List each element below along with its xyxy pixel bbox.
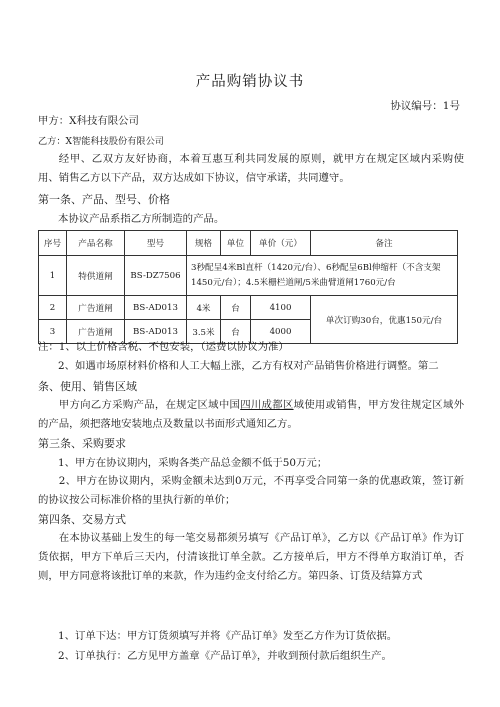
note-2-line1: 2、如遇市场原材料价格和人工大幅上涨，乙方有权对产品销售价格进行调整。第二 [58, 360, 439, 372]
section3-item-2: 2、甲方在协议期内，采购金额未达到0万元，不再享受合同第一条的优惠政策，签订新的协议按公司标准价格的里执行新的单价； [38, 475, 464, 506]
cell-model: BS-AD013 [125, 296, 187, 320]
cell-name: 广告道闸 [67, 320, 125, 344]
cell-unit: 台 [221, 320, 251, 344]
section4-title: 第四条、交易方式 [38, 513, 126, 526]
section1-title: 第一条、产品、型号、价格 [38, 193, 170, 206]
section2-text-a: 甲方向乙方采购产品，在规定区域中国 [58, 399, 241, 411]
header-model: 型号 [125, 231, 187, 256]
cell-unit: 台 [221, 296, 251, 320]
cell-no: 1 [39, 256, 67, 296]
cell-model: BS-AD013 [125, 320, 187, 344]
cell-no: 3 [39, 320, 67, 344]
section3-title: 第三条、采购要求 [38, 437, 126, 450]
section4-item-2: 2、订单执行：乙方见甲方盖章《产品订单》，并收到预付款后组织生产。 [58, 650, 392, 662]
cell-remark: 单次订购30台，优惠150元/台 [311, 296, 458, 344]
section2-title: 条、使用、销售区域 [38, 380, 137, 393]
cell-price: 4000 [251, 320, 311, 344]
header-no: 序号 [39, 231, 67, 256]
section1-lead: 本协议产品系指乙方所制造的产品。 [58, 213, 225, 225]
header-name: 产品名称 [67, 231, 125, 256]
header-spec: 规格 [187, 231, 221, 256]
intro-paragraph: 经甲、乙双方友好协商，本着互惠互利共同发展的原则，就甲方在规定区域内采购使用、销售乙方以下产品，双方达成如下协议，信守承诺，共同遵守。 [38, 153, 464, 184]
cell-spec: 4米 [187, 296, 221, 320]
header-remark: 备注 [311, 231, 458, 256]
table-header-row [39, 231, 458, 256]
section2-text-b: 域使用或销售，甲方发往规定区域外的产品，须把落地安装地点及数量以书面形式通知乙方。 [38, 399, 465, 430]
cell-spec: 3.5米 [187, 320, 221, 344]
cell-name: 广告道闸 [67, 296, 125, 320]
section3-item-1: 1、甲方在协议期内，采购各类产品总金额不低于50万元； [58, 457, 328, 469]
section4-item-1: 1、订单下达：甲方订货须填写并将《产品订单》发至乙方作为订货依据。 [58, 630, 398, 642]
cell-price: 4100 [251, 296, 311, 320]
header-price: 单价（元） [251, 231, 311, 256]
region-underlined: 四川成都区 [240, 399, 294, 411]
note-1: 注：1、以上价格含税、不包安装，（运费以协议为准） [38, 341, 289, 353]
agreement-number: 协议编号：1号 [390, 100, 460, 112]
party-a: 甲方：X科技有限公司 [38, 115, 139, 127]
cell-spec-merged: 3秒配呈4米Bl直杆（1420元/台）、6秒配呈6Bl伸缩杆（不含支架1450元/台）；4.5米栅栏道闸/5米曲臂道闸1760元/台 [187, 256, 458, 296]
document-title: 产品购销协议书 [195, 74, 305, 90]
section2-paragraph [38, 396, 464, 434]
party-b: 乙方：X智能科技股份有限公司 [38, 136, 164, 147]
section4-paragraph: 在本协议基础上发生的每一笔交易都须另填写《产品订单》，乙方以《产品订单》作为订货依据，甲方下单后三天内，付清该批订单全款。乙方接单后，甲方不得单方取消订单，否则，甲方同意将该批订单的来款，作为违约金支付给乙方。第四条、订货及结算方式 [38, 532, 464, 582]
cell-no: 2 [39, 296, 67, 320]
cell-model: BS-DZ7506 [125, 256, 187, 296]
cell-name: 特供道闸 [67, 256, 125, 296]
table-row [39, 256, 458, 296]
header-unit: 单位 [221, 231, 251, 256]
product-price-table [38, 230, 458, 344]
table-row [39, 296, 458, 320]
